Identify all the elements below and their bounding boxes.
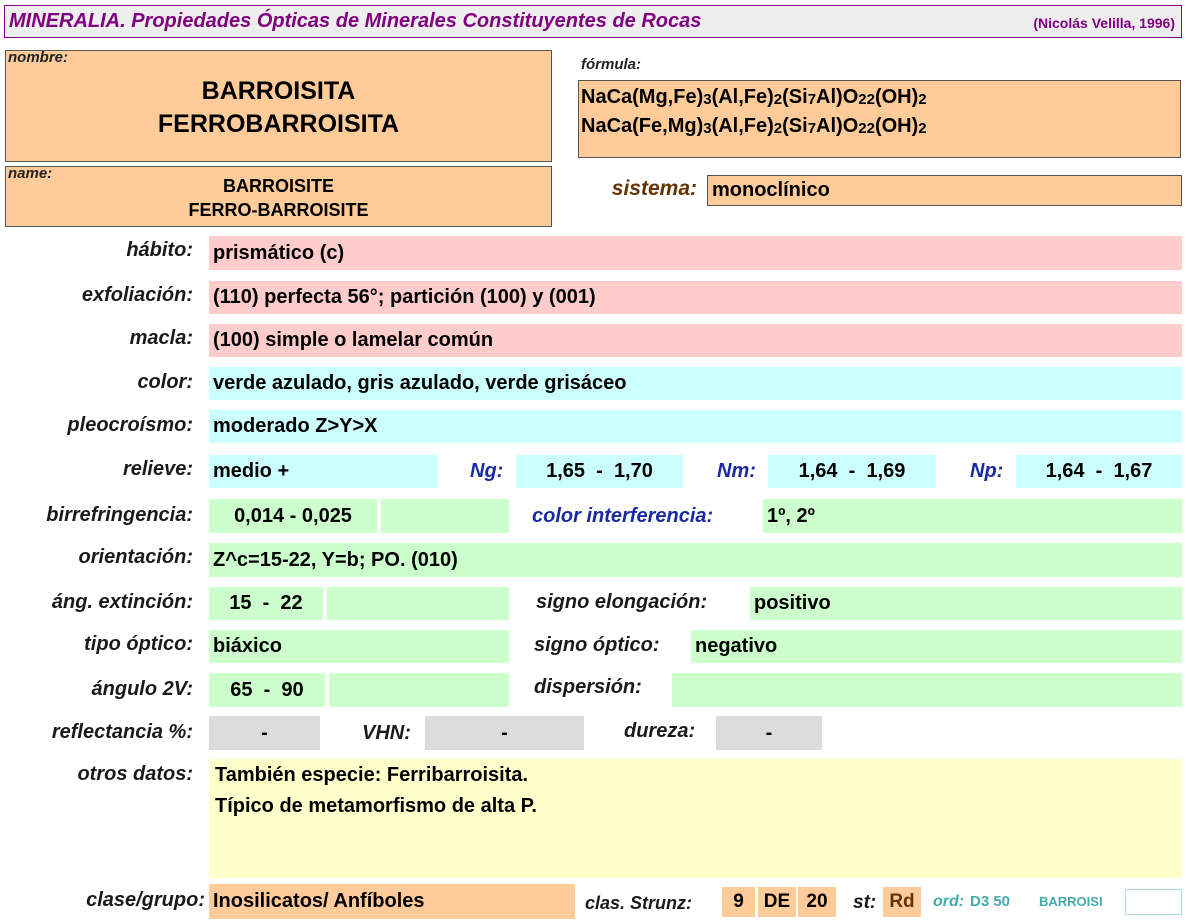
clase-grupo-label: clase/grupo:: [86, 889, 205, 911]
signo-optico-value: negativo: [691, 630, 1182, 663]
relieve-value: medio +: [209, 455, 438, 488]
reflectancia-value: -: [209, 716, 320, 750]
tipo-optico-label: tipo óptico:: [84, 633, 193, 655]
author-credit: (Nicolás Velilla, 1996): [1033, 15, 1175, 31]
habito-label: hábito:: [126, 239, 193, 261]
nm-value: 1,64 - 1,69: [768, 455, 936, 488]
formula-subscript: 7: [807, 120, 817, 137]
extincion-label: áng. extinción:: [51, 591, 193, 613]
formula-box: [578, 80, 1181, 158]
formula-text: (Si: [782, 86, 808, 108]
name-label: name:: [8, 165, 53, 182]
ng-label: Ng:: [470, 460, 504, 482]
ng-value: 1,65 - 1,70: [516, 455, 683, 488]
st-label: st:: [853, 892, 877, 913]
strunz-value-2: DE: [758, 887, 796, 917]
ord-label: ord:: [933, 893, 965, 910]
header-bar: [4, 5, 1182, 38]
formula-subscript: 7: [807, 91, 817, 108]
angulo-2v-label: ángulo 2V:: [91, 678, 193, 700]
otros-datos-line2: Típico de metamorfismo de alta P.: [215, 795, 537, 817]
reflectancia-label: reflectancia %:: [51, 721, 193, 743]
vhn-label: VHN:: [362, 722, 411, 744]
formula-text: NaCa(Mg,Fe): [581, 86, 704, 108]
clase-grupo-value: Inosilicatos/ Anfíboles: [209, 884, 575, 919]
formula-text: (Al,Fe): [711, 86, 774, 108]
np-value: 1,64 - 1,67: [1016, 455, 1182, 488]
macla-label: macla:: [129, 327, 193, 349]
relieve-label: relieve:: [122, 458, 193, 480]
formula-subscript: 3: [703, 120, 712, 137]
name-box: [5, 166, 552, 227]
extincion-value-2: [327, 587, 509, 620]
color-interferencia-label: color interferencia:: [532, 505, 714, 527]
strunz-label: clas. Strunz:: [585, 893, 693, 913]
page-title: MINERALIA. Propiedades Ópticas de Minerales Constituyentes de Rocas: [9, 10, 702, 32]
formula-text: Al)O: [816, 86, 859, 108]
sistema-label: sistema:: [611, 177, 697, 200]
formula-text: (Si: [782, 115, 808, 137]
formula-subscript: 2: [918, 120, 927, 137]
otros-datos-label: otros datos:: [77, 763, 193, 785]
signo-elongacion-label: signo elongación:: [536, 591, 708, 613]
color-interferencia-value: 1º, 2º: [763, 499, 1182, 533]
formula-text: (OH): [874, 115, 919, 137]
color-value: verde azulado, gris azulado, verde grisáceo: [209, 367, 1182, 400]
formula-text: (Al,Fe): [711, 115, 774, 137]
nm-label: Nm:: [717, 460, 756, 482]
vhn-value: -: [425, 716, 584, 750]
sistema-value: monoclínico: [707, 175, 1182, 206]
dispersion-value: [672, 673, 1182, 707]
birrefringencia-label: birrefringencia:: [46, 504, 193, 526]
angulo-2v-value: 65 - 90: [209, 673, 325, 707]
formula-subscript: 2: [773, 91, 783, 108]
st-value: Rd: [883, 887, 921, 917]
nombre-line1: BARROISITA: [201, 77, 356, 105]
formula-subscript: 2: [918, 91, 927, 108]
otros-datos-box: [209, 759, 1182, 878]
formula-subscript: 3: [703, 91, 712, 108]
formula-subscript: 22: [858, 91, 875, 108]
habito-value: prismático (c): [209, 236, 1182, 270]
name-line2: FERRO-BARROISITE: [188, 200, 369, 220]
formula-label: fórmula:: [581, 56, 641, 73]
color-label: color:: [137, 371, 193, 393]
strunz-value-3: 20: [798, 887, 836, 917]
strunz-value-1: 9: [722, 887, 755, 917]
pleocroismo-label: pleocroísmo:: [67, 414, 193, 436]
ord-value: D3 50: [970, 893, 1011, 910]
formula-text: (OH): [874, 86, 919, 108]
pleocroismo-value: moderado Z>Y>X: [209, 410, 1182, 443]
formula-line2: [581, 115, 927, 138]
dureza-label: dureza:: [624, 720, 696, 742]
formula-subscript: 22: [858, 120, 875, 137]
macla-value: (100) simple o lamelar común: [209, 324, 1182, 357]
np-label: Np:: [970, 460, 1004, 482]
birrefringencia-value-2: [381, 499, 509, 533]
signo-elongacion-value: positivo: [750, 587, 1182, 620]
formula-text: Al)O: [816, 115, 859, 137]
orientacion-label: orientación:: [78, 546, 193, 568]
formula-text: NaCa(Fe,Mg): [581, 115, 704, 137]
name-line1: BARROISITE: [222, 176, 334, 196]
signo-optico-label: signo óptico:: [534, 634, 660, 656]
extincion-value: 15 - 22: [209, 587, 323, 620]
formula-subscript: 2: [773, 120, 783, 137]
exfoliacion-value: (110) perfecta 56°; partición (100) y (001): [209, 281, 1182, 314]
formula-line1: [581, 86, 927, 109]
angulo-2v-value-2: [329, 673, 509, 707]
dispersion-label: dispersión:: [534, 676, 642, 698]
dureza-value: -: [716, 716, 822, 750]
mineral-code: BARROISI: [1039, 894, 1103, 909]
orientacion-value: Z^c=15-22, Y=b; PO. (010): [209, 543, 1182, 577]
nombre-box: [5, 50, 552, 162]
nombre-line2: FERROBARROISITA: [157, 110, 400, 138]
birrefringencia-value: 0,014 - 0,025: [209, 499, 377, 533]
otros-datos-line1: También especie: Ferribarroisita.: [215, 764, 529, 786]
tipo-optico-value: biáxico: [209, 630, 509, 663]
code-box: [1125, 889, 1182, 915]
exfoliacion-label: exfoliación:: [81, 284, 193, 306]
nombre-label: nombre:: [8, 49, 68, 66]
